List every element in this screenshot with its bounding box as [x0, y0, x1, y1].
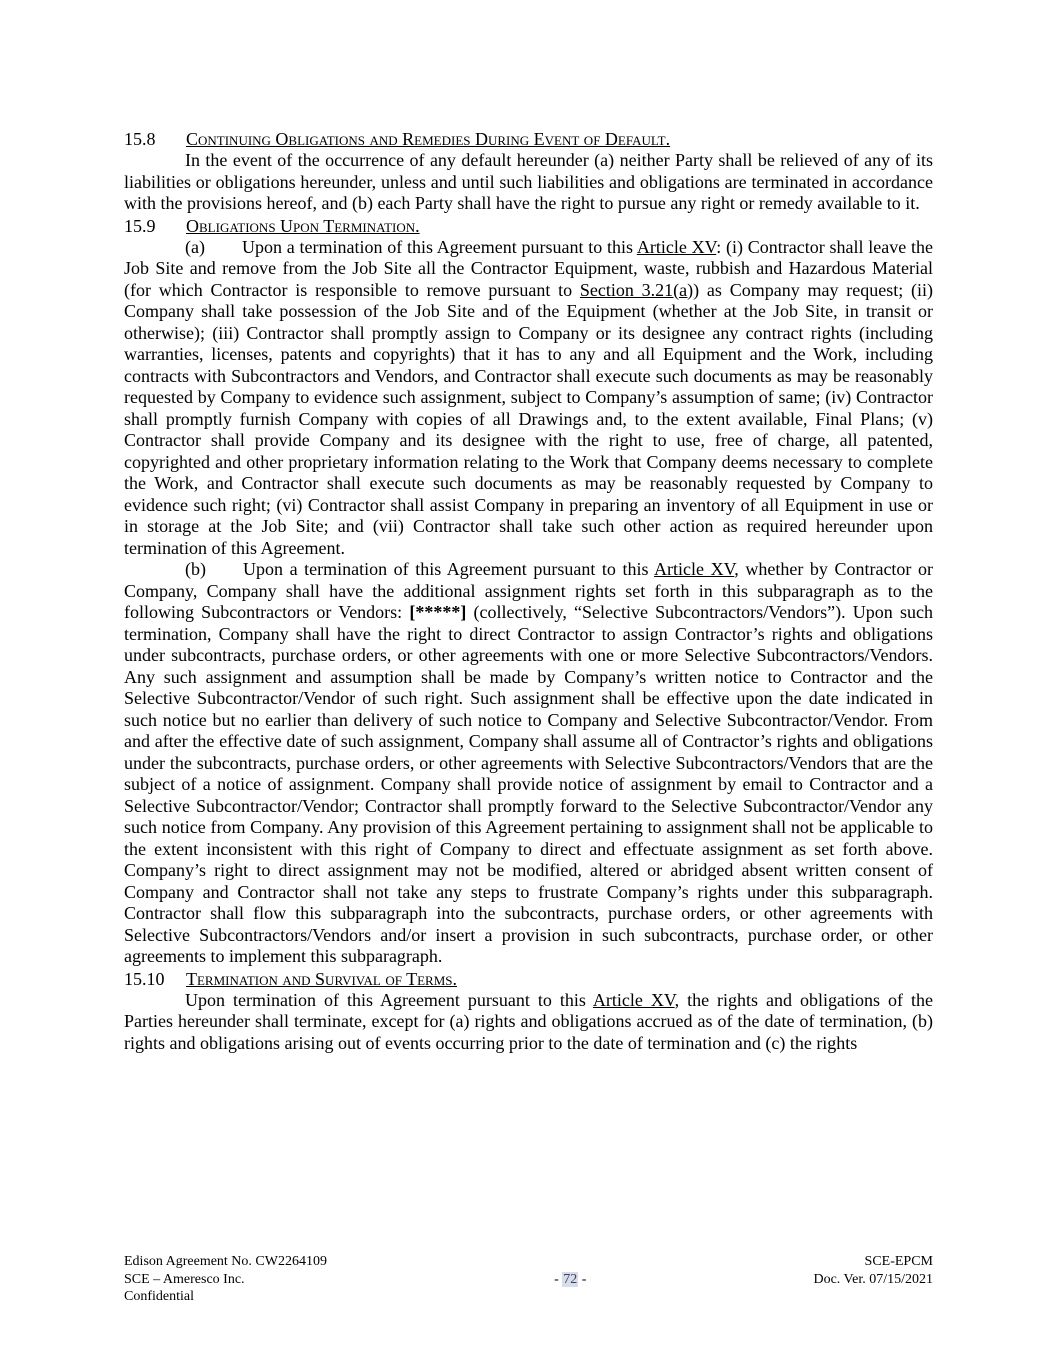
footer-confidential-label: Confidential — [124, 1289, 194, 1304]
text-run: ) as Company may request; (ii) Company shall take possession of the Job Site and of the Equipment (whether at the Job Site, in transit or otherwise); (iii) Contractor shall promptly assign to Company or its designee any contract rights (including warranties, licenses, patents and copyrights) that it has to any and all Equipment and the Work, including contracts with Subcontractors and Vendors, and Contractor shall execute such documents as may be reasonably requested by Company to evidence such assignment, subject to Company’s assumption of same; (iv) Contractor shall promptly furnish Company with copies of all Drawings and, to the extent available, Final Plans; (v) Contractor shall provide Company and its designee with the right to use, free of charge, all patented, copyrighted and other proprietary information relating to the Work that Company deems necessary to complete the Work, and Contractor shall execute such documents as may be reasonably requested by Company to evidence such right; (vi) Contractor shall assist Company in preparing an inventory of all Equipment in use or in storage at the Job Site; and (vii) Contractor shall take such other action as required hereunder upon termination of this Agreement. — [124, 279, 933, 558]
section-title: Termination and Survival of Terms. — [186, 968, 458, 989]
text-run: : (i) Contractor shall leave the Job Site and remove from the Job Site all the Contractor Equipment, waste, rubbish and Hazardous Material (for which Contractor is responsible to remove pursuant to — [124, 236, 933, 300]
text-run: , the rights and obligations of the Parties hereunder shall terminate, except for (a) rights and obligations accrued as of the date of termination, (b) rights and obligations arising out of events occurring prior to the date of termination and (c) the rights — [124, 989, 934, 1053]
footer-doc-version: Doc. Ver. 07/15/2021 — [813, 1271, 933, 1287]
text-run: (a) — [185, 236, 205, 257]
paragraph-15-10 — [124, 990, 933, 1055]
cross-reference: Article XV — [654, 559, 735, 579]
text-run: Upon a termination of this Agreement pursuant to this — [241, 236, 637, 257]
paragraph-15-9-a — [124, 237, 933, 560]
footer-doc-code: SCE-EPCM — [864, 1254, 933, 1269]
text-run: Upon a termination of this Agreement pursuant to this — [243, 559, 655, 579]
text-run: (collectively, “Selective Subcontractors/Vendors”). Upon such termination, Company shall have the right to direct Contractor to assign Contractor’s rights and obligations under subcontracts, purchase orders, or other agreements with one or more Selective Subcontractors/Vendors. Any such assignment and assumption shall be made by Company’s written notice to Contractor and the Selective Subcontractor/Vendor of such right. Such assignment shall be effective upon the date indicated in such notice but no earlier than delivery of such notice to Company and Selective Subcontractor/Vendor. From and after the effective date of such assignment, Company shall assume all of Contractor’s rights and obligations under the subcontracts, purchase orders, or other agreements with Selective Subcontractors/Vendors that are the subject of a notice of assignment. Company shall provide notice of assignment by email to Contractor and a Selective Subcontractor/Vendor; Contractor shall promptly forward to the Selective Subcontractor/Vendor any such notice from Company. Any provision of this Agreement pertaining to assignment shall not be applicable to the extent inconsistent with this right of Company to direct and effectuate assignment as set forth above. Company’s right to direct assignment may not be modified, altered or abridged absent written consent of Company and Contractor shall not take any steps to frustrate Company’s rights under this subparagraph. Contractor shall flow this subparagraph into the subcontracts, purchase orders, or other agreements with Selective Subcontractors/Vendors and/or insert a provision in such subcontracts, purchase order, or other agreements to implement this subparagraph. — [124, 602, 933, 966]
section-number: 15.10 — [124, 968, 165, 989]
section-number: 15.8 — [124, 129, 156, 149]
page-number-field: 72 — [563, 1271, 578, 1287]
section-heading-15-9 — [124, 215, 933, 237]
cross-reference: Article XV — [592, 989, 675, 1010]
paragraph-15-9-b — [124, 559, 933, 968]
text-run: , whether by Contractor or Company, Company shall have the additional assignment rights set forth in this subparagraph as to the following Subcontractors or Vendors: — [124, 559, 933, 622]
text-run: In the event of the occurrence of any default hereunder (a) neither Party shall be relieved of any of its liabilities or obligations hereunder, unless and until such liabilities and obligations are terminated in accordance with the provisions hereof, and (b) each Party shall have the right to pursue any right or remedy available to it. — [124, 150, 933, 213]
text-run: Upon termination of this Agreement pursuant to this — [185, 989, 593, 1010]
page-number-prefix: - — [554, 1271, 563, 1287]
footer-page-number — [554, 1253, 586, 1306]
page-number-suffix: - — [578, 1271, 587, 1287]
paragraph-15-8 — [124, 150, 933, 215]
footer-right-block — [813, 1253, 933, 1306]
footer-agreement-number: Edison Agreement No. CW2264109 — [124, 1254, 327, 1269]
section-heading-15-8 — [124, 128, 933, 150]
section-title: Obligations Upon Termination. — [186, 215, 420, 236]
cross-reference: Section 3.21(a) — [579, 279, 694, 300]
section-title: Continuing Obligations and Remedies During Event of Default. — [186, 129, 671, 149]
page-content — [124, 128, 933, 1054]
section-number: 15.9 — [124, 215, 156, 236]
text-run: (b) — [185, 559, 206, 579]
section-heading-15-10 — [124, 968, 933, 990]
footer-parties: SCE – Ameresco Inc. — [124, 1271, 245, 1287]
text-run: [*****] — [409, 602, 467, 622]
page-footer — [124, 1253, 933, 1306]
footer-left-block — [124, 1253, 327, 1306]
cross-reference: Article XV — [636, 236, 717, 257]
